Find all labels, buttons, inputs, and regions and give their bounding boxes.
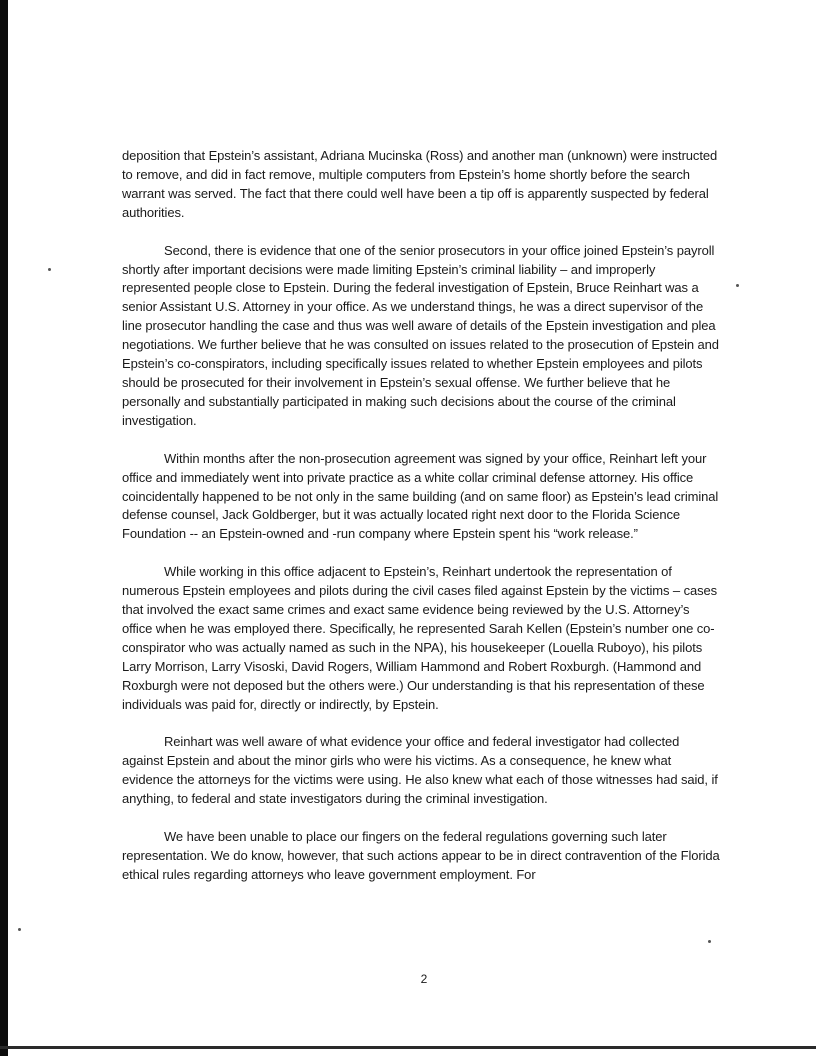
scan-edge-left — [0, 0, 8, 1056]
paragraph-private-practice: Within months after the non-prosecution agreement was signed by your office, Reinhart left your office and immediately went into private practice as a white collar criminal defense attorney. His office coincidentally happened to be not only in the same building (and on same floor) as Epstein’s lead criminal defense counsel, Jack Goldberger, but it was actually located right next door to the Florida Science Foundation -- an Epstein-owned and -run company where Epstein spent his “work release.” — [122, 450, 719, 542]
scan-edge-bottom — [0, 1046, 816, 1049]
paragraph-evidence-awareness: Reinhart was well aware of what evidence your office and federal investigator had collected against Epstein and about the minor girls who were his victims. As a consequence, he knew what evidence the attorneys for the victims were using. He also knew what each of those witnesses had said, if anything, to federal and state investigators during the criminal investigation. — [122, 734, 718, 807]
scan-speck — [18, 928, 21, 931]
scan-speck — [708, 940, 711, 943]
scan-speck — [48, 268, 51, 271]
paragraph-regulations: We have been unable to place our fingers on the federal regulations governing such later representation. We do know, however, that such actions appear to be in direct contravention of the Florida ethical rules regarding attorneys who leave government employment. For — [122, 829, 720, 882]
paragraph-continuation: deposition that Epstein’s assistant, Adriana Mucinska (Ross) and another man (unknown) were instructed to remove, and did in fact remove, multiple computers from Epstein’s home shortly before the search warrant was served. The fact that there could well have been a tip off is apparently suspected by federal authorities. — [122, 148, 718, 220]
paragraph-reinhart-payroll: Second, there is evidence that one of the senior prosecutors in your office joined Epstein’s payroll shortly after important decisions were made limiting Epstein’s criminal liability – and improperly represented people close to Epstein. During the federal investigation of Epstein, Bruce Reinhart was a senior Assistant U.S. Attorney in your office. As we understand things, he was a direct supervisor of the line prosecutor handling the case and thus was well aware of details of the Epstein investigation and plea negotiations. We further believe that he was consulted on issues related to the prosecution of Epstein and Epstein’s co-conspirators, including specifically issues related to whether Epstein employees and pilots should be prosecuted for their involvement in Epstein’s sexual offense. We further believe that he personally and substantially participated in making such decisions about the course of the criminal investigation. — [122, 242, 719, 428]
scan-speck — [736, 284, 739, 287]
paragraph-representation: While working in this office adjacent to Epstein’s, Reinhart undertook the representation of numerous Epstein employees and pilots during the civil cases filed against Epstein by the victims – cases that involved the exact same crimes and exact same evidence being reviewed by the U.S. Attorney’s office when he was employed there. Specifically, he represented Sarah Kellen (Epstein’s number one co-conspirator who was actually named as such in the NPA), his housekeeper (Louella Ruboyo), his pilots Larry Morrison, Larry Visoski, David Rogers, William Hammond and Robert Roxburgh. (Hammond and Roxburgh were not deposed but the others were.) Our understanding is that his representation of these individuals was paid for, directly or indirectly, by Epstein. — [122, 564, 718, 712]
letter-body — [122, 147, 722, 904]
page-number: 2 — [420, 972, 428, 986]
